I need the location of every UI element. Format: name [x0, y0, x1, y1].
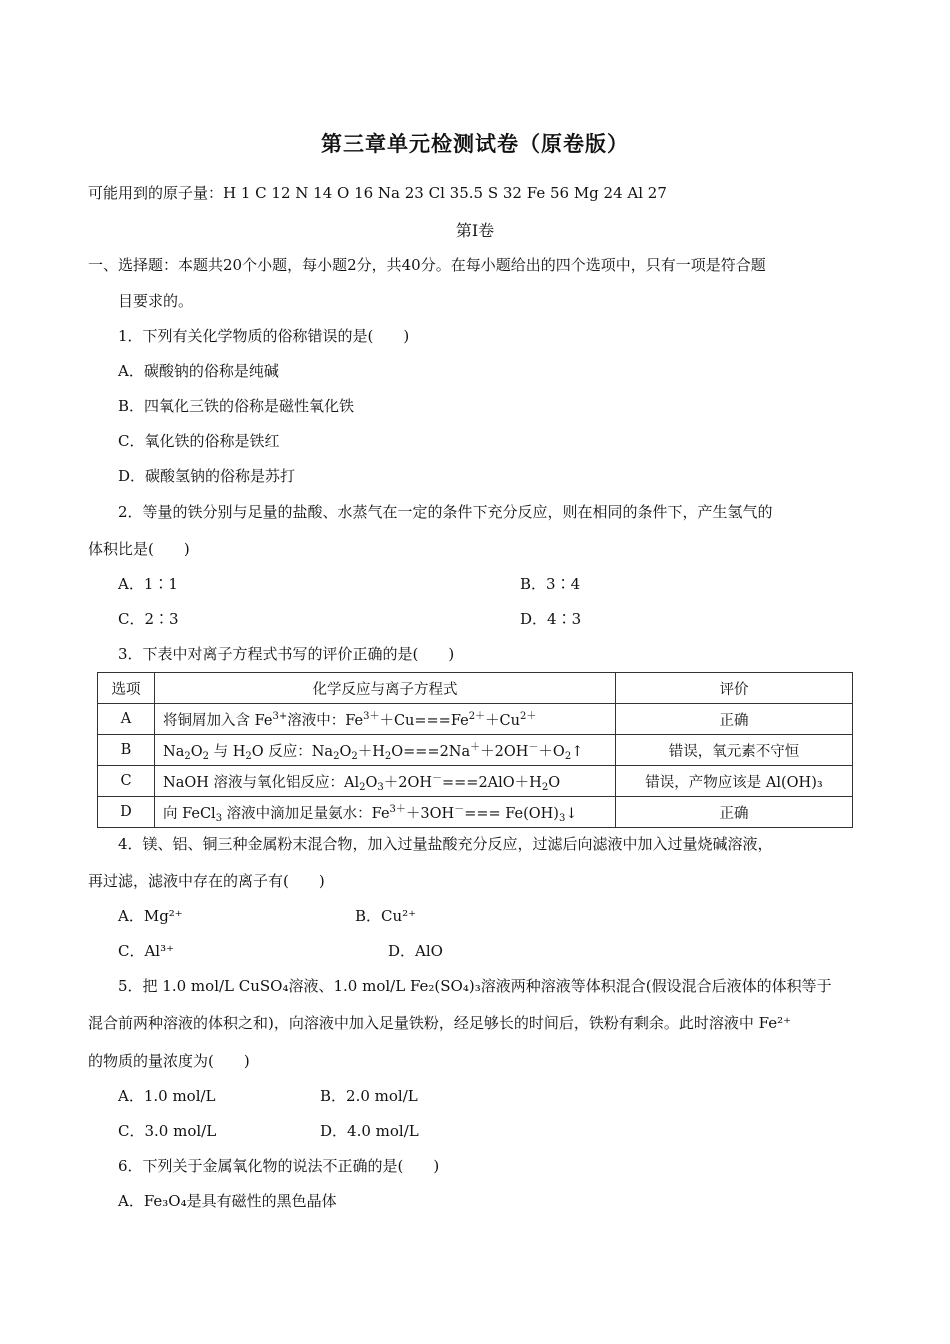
section1-instructions-line1: 一、选择题：本题共20个小题，每小题2分，共40分。在每小题给出的四个选项中，只有一项是符合题 — [88, 256, 766, 274]
header-evaluation: 评价 — [616, 673, 853, 704]
q2-option-a: A．1∶1 — [118, 575, 178, 593]
q4-stem-line2: 再过滤，滤液中存在的离子有( ) — [88, 872, 325, 890]
row-option: B — [98, 735, 155, 766]
row-option: C — [98, 766, 155, 797]
row-reaction: $Na_2O_2$ 与 $H_2O$ 反应：$Na_2O_2+H_2O===2Na^++2OH^-+O_2↑$ — [155, 735, 616, 766]
q6-option-a: A．Fe₃O₄是具有磁性的黑色晶体 — [118, 1192, 337, 1210]
row-reaction: 向 FeCl$_3$ 溶液中滴加足量氨水：$Fe^{3+}+3OH^-===$ $Fe(OH)_3↓$ — [155, 797, 616, 828]
q1-option-d: D．碳酸氢钠的俗称是苏打 — [118, 467, 296, 485]
row-evaluation: 正确 — [616, 797, 853, 828]
q4-option-b: B．Cu²⁺ — [355, 907, 417, 925]
q6-stem: 6．下列关于金属氧化物的说法不正确的是( ) — [118, 1157, 440, 1175]
row-evaluation: 错误，氧元素不守恒 — [616, 735, 853, 766]
row-evaluation: 正确 — [616, 704, 853, 735]
q5-stem-line2: 混合前两种溶液的体积之和)，向溶液中加入足量铁粉，经足够长的时间后，铁粉有剩余。此时溶液中 Fe²⁺ — [88, 1014, 792, 1032]
q3-stem: 3．下表中对离子方程式书写的评价正确的是( ) — [118, 645, 455, 663]
q2-option-d: D．4∶3 — [520, 610, 582, 628]
q5-option-d: D．4.0 mol/L — [320, 1122, 419, 1140]
row-reaction: NaOH 溶液与氧化铝反应：$Al_2O_3+2OH^-===2AlO+H_2O$ — [155, 766, 616, 797]
q1-option-c: C．氧化铁的俗称是铁红 — [118, 432, 280, 450]
q1-stem: 1．下列有关化学物质的俗称错误的是( ) — [118, 327, 410, 345]
header-reaction: 化学反应与离子方程式 — [155, 673, 616, 704]
q1-option-b: B．四氧化三铁的俗称是磁性氧化铁 — [118, 397, 355, 415]
header-option: 选项 — [98, 673, 155, 704]
q4-option-a: A．Mg²⁺ — [118, 907, 183, 925]
table-header-row — [98, 673, 853, 704]
q2-option-c: C．2∶3 — [118, 610, 179, 628]
q5-option-c: C．3.0 mol/L — [118, 1122, 217, 1140]
table-row — [98, 797, 853, 828]
q3-evaluation-table — [97, 672, 853, 828]
q5-stem-line3: 的物质的量浓度为( ) — [88, 1052, 250, 1070]
row-option: D — [98, 797, 155, 828]
q1-option-a: A．碳酸钠的俗称是纯碱 — [118, 362, 279, 380]
q4-option-d: D．AlO — [388, 942, 443, 960]
atomic-masses-line: 可能用到的原子量：H 1 C 12 N 14 O 16 Na 23 Cl 35.5 S 32 Fe 56 Mg 24 Al 27 — [88, 184, 667, 202]
table-row — [98, 735, 853, 766]
q5-option-b: B．2.0 mol/L — [320, 1087, 418, 1105]
q4-option-c: C．Al³⁺ — [118, 942, 175, 960]
q5-stem-line1: 5．把 1.0 mol/L CuSO₄溶液、1.0 mol/L Fe₂(SO₄)₃溶液两种溶液等体积混合(假设混合后液体的体积等于 — [118, 977, 832, 995]
q4-stem-line1: 4．镁、铝、铜三种金属粉末混合物，加入过量盐酸充分反应，过滤后向滤液中加入过量烧碱溶液， — [118, 835, 773, 853]
page-title: 第三章单元检测试卷（原卷版） — [321, 131, 629, 156]
q2-option-b: B．3∶4 — [520, 575, 581, 593]
q5-option-a: A．1.0 mol/L — [118, 1087, 216, 1105]
table-row — [98, 704, 853, 735]
row-reaction: 将铜屑加入含 $Fe^{3+}$溶液中：$Fe^{3+}+Cu===Fe^{2+}+Cu^{2+}$ — [155, 704, 616, 735]
volume-label: 第Ⅰ卷 — [455, 221, 495, 240]
q2-stem-line2: 体积比是( ) — [88, 540, 190, 558]
row-evaluation: 错误，产物应该是 Al(OH)₃ — [616, 766, 853, 797]
table-row — [98, 766, 853, 797]
section1-instructions-line2: 目要求的。 — [118, 292, 194, 310]
q2-stem-line1: 2．等量的铁分别与足量的盐酸、水蒸气在一定的条件下充分反应，则在相同的条件下，产生氢气的 — [118, 503, 773, 521]
row-option: A — [98, 704, 155, 735]
